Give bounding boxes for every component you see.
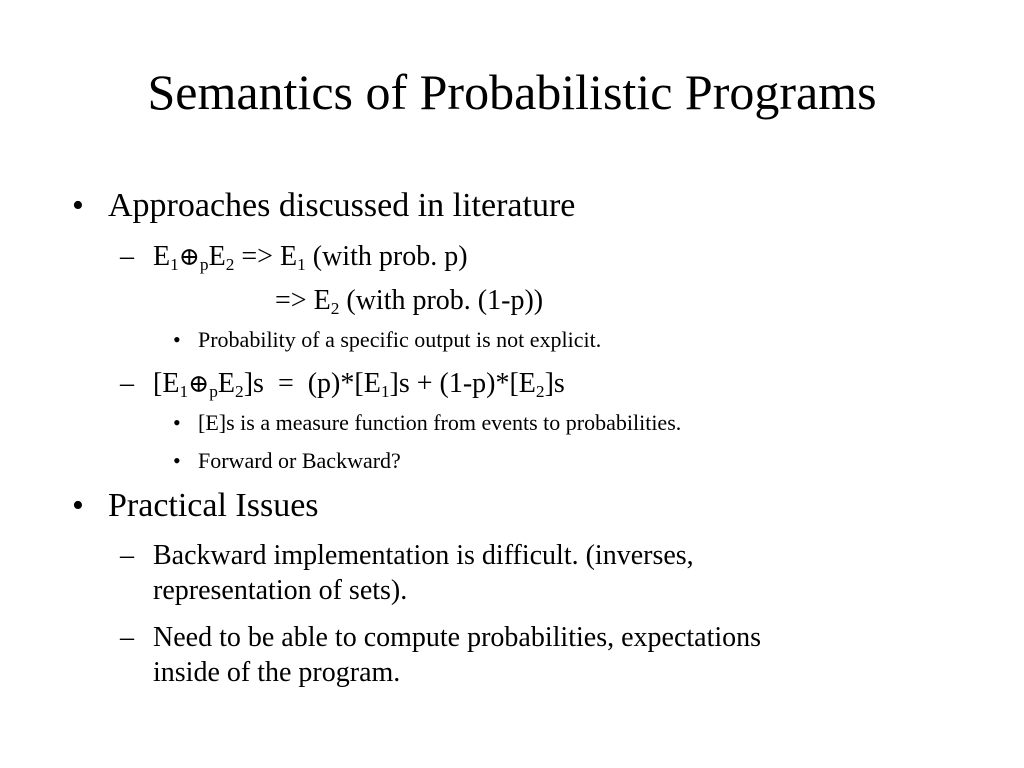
formula-part: (with prob. p): [305, 241, 468, 272]
bullet-practical-issues: Practical Issues: [108, 487, 319, 524]
formula-subscript: 1: [297, 254, 306, 274]
dash-marker: –: [120, 622, 134, 653]
note-forward-backward: Forward or Backward?: [198, 448, 401, 473]
formula-part: ]s = (p)*[E: [243, 368, 381, 399]
issue-backward-line2: representation of sets).: [153, 575, 408, 606]
dash-marker: –: [120, 368, 134, 399]
formula-subscript: 1: [170, 254, 179, 274]
bullet-marker: •: [72, 187, 84, 224]
formula-subscript: 2: [330, 298, 340, 318]
issue-compute-line1: Need to be able to compute probabilities, expectations: [153, 622, 762, 653]
formula-part: ]s + (1-p)*[E: [389, 368, 536, 399]
formula-subscript: 1: [380, 381, 390, 401]
formula-part: E: [208, 241, 226, 272]
note-measure-function: [E]s is a measure function from events to probabilities.: [198, 410, 682, 435]
formula-choice-line2: [275, 285, 543, 317]
formula-subscript: 2: [225, 254, 235, 274]
formula-part: [E: [153, 368, 180, 399]
dash-marker: –: [120, 540, 134, 571]
formula-part: E: [153, 241, 171, 272]
issue-compute-line2: inside of the program.: [153, 657, 401, 688]
bullet-marker: •: [72, 487, 84, 524]
formula-measure: [153, 368, 565, 400]
formula-part: ]s: [544, 368, 565, 399]
formula-part: (with prob. (1-p)): [339, 285, 544, 316]
note-not-explicit: Probability of a specific output is not explicit.: [198, 327, 602, 352]
issue-backward-line1: Backward implementation is difficult. (inverses,: [153, 540, 694, 571]
oplus-operator: ⊕: [178, 242, 200, 271]
dash-marker: –: [120, 241, 134, 272]
formula-subscript: p: [199, 254, 209, 274]
formula-choice-line1: [153, 241, 468, 273]
small-bullet-marker: •: [173, 410, 181, 435]
formula-subscript: p: [209, 381, 218, 401]
formula-part: => E: [234, 241, 298, 272]
slide-title: Semantics of Probabilistic Programs: [147, 64, 877, 120]
small-bullet-marker: •: [173, 327, 181, 352]
bullet-approaches: Approaches discussed in literature: [108, 187, 576, 224]
formula-subscript: 2: [535, 381, 545, 401]
formula-subscript: 1: [179, 381, 189, 401]
formula-part: E: [217, 368, 236, 399]
formula-part: => E: [275, 285, 331, 316]
oplus-operator: ⊕: [188, 369, 210, 398]
formula-subscript: 2: [235, 381, 244, 401]
small-bullet-marker: •: [173, 448, 181, 473]
